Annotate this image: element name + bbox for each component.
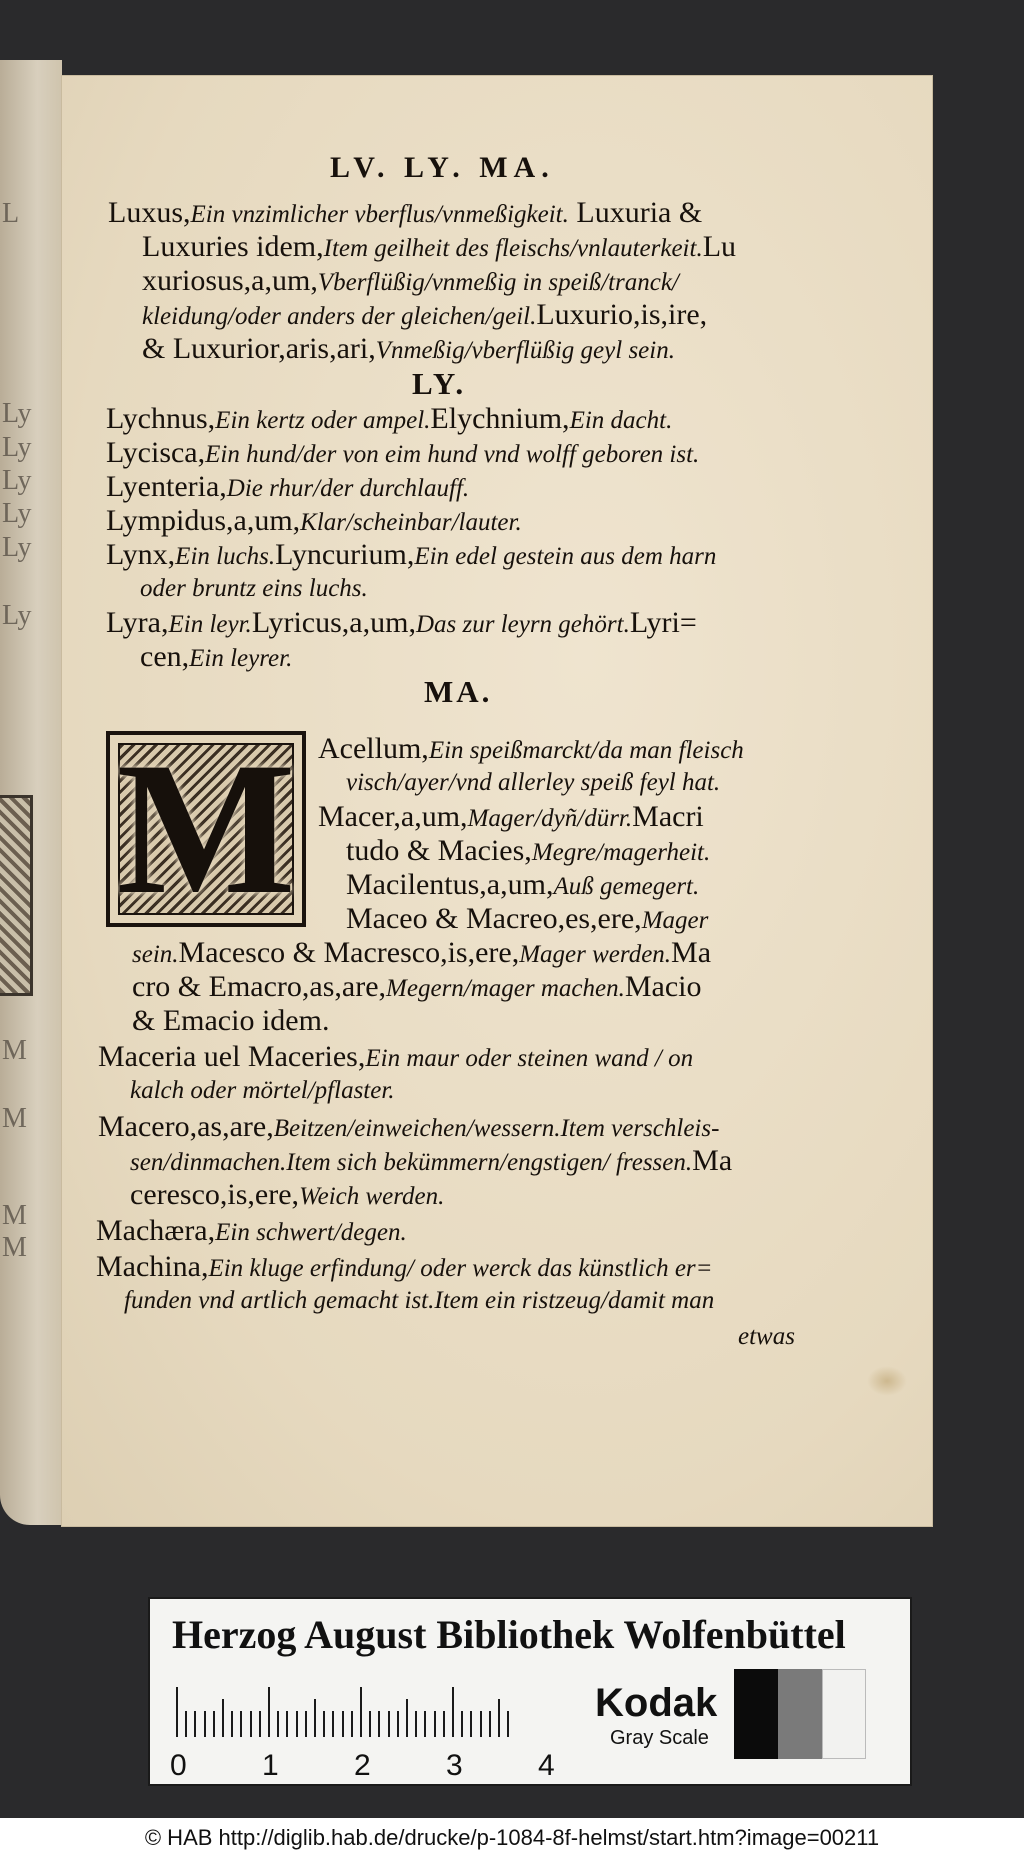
- scale-number: 2: [354, 1749, 371, 1782]
- kodak-logo: Kodak: [595, 1681, 718, 1725]
- entry-line: Lycisca,Ein hund/der von eim hund vnd wolff geboren ist.: [106, 436, 700, 469]
- scale-ruler: [176, 1687, 516, 1737]
- ruler-tick: [351, 1711, 353, 1737]
- margin-letter: M: [2, 1103, 27, 1134]
- entry-line: Lynx,Ein luchs.Lyncurium,Ein edel gestein aus dem harn: [106, 538, 717, 571]
- ruler-tick: [240, 1711, 242, 1737]
- ruler-tick: [507, 1711, 509, 1737]
- running-head: LV. LY. MA.: [330, 151, 555, 184]
- entry-line: Macer,a,um,Mager/dyñ/dürr.Macri: [318, 800, 704, 833]
- ruler-tick: [424, 1711, 426, 1737]
- ruler-tick: [268, 1687, 270, 1737]
- left-page-edge: [0, 60, 62, 1525]
- scale-number: 4: [538, 1749, 555, 1782]
- ruler-tick: [480, 1711, 482, 1737]
- ruler-tick: [443, 1711, 445, 1737]
- entry-line: Machæra,Ein schwert/degen.: [96, 1214, 407, 1247]
- entry-line: kalch oder mörtel/pflaster.: [130, 1077, 395, 1104]
- margin-letter: Ly: [2, 498, 32, 529]
- left-margin-letters: [0, 60, 62, 1525]
- paper-stain: [867, 1366, 907, 1396]
- ruler-tick: [194, 1711, 196, 1737]
- ruler-tick: [415, 1711, 417, 1737]
- ruler-tick: [259, 1711, 261, 1737]
- ruler-tick: [185, 1711, 187, 1737]
- library-name: Herzog August Bibliothek Wolfenbüttel: [172, 1612, 846, 1657]
- decorated-initial: [106, 724, 306, 934]
- entry-line: visch/ayer/vnd allerley speiß feyl hat.: [346, 769, 721, 796]
- ruler-tick: [489, 1711, 491, 1737]
- entry-line: Maceo & Macreo,es,ere,Mager: [346, 902, 709, 935]
- entry-line: xuriosus,a,um,Vberflüßig/vnmeßig in speiß/tranck/: [142, 264, 679, 297]
- ruler-tick: [332, 1711, 334, 1737]
- entry-line: Macilentus,a,um,Auß gemegert.: [346, 868, 700, 901]
- ruler-tick: [277, 1711, 279, 1737]
- section-heading-ly: LY.: [412, 366, 467, 401]
- margin-letter: M: [2, 1035, 27, 1066]
- catchword: etwas: [738, 1323, 795, 1350]
- entry-line: Lychnus,Ein kertz oder ampel.Elychnium,Ein dacht.: [106, 402, 673, 435]
- scale-number: 0: [170, 1749, 187, 1782]
- entry-line: sein.Macesco & Macresco,is,ere,Mager werden.Ma: [132, 936, 712, 969]
- ruler-tick: [286, 1711, 288, 1737]
- entry-line: funden vnd artlich gemacht ist.Item ein ristzeug/damit man: [124, 1287, 715, 1314]
- margin-letter: L: [2, 198, 20, 229]
- entry-line: & Luxurior,aris,ari,Vnmeßig/vberflüßig geyl sein.: [142, 332, 675, 365]
- entry-line: kleidung/oder anders der gleichen/geil.Luxurio,is,ire,: [142, 298, 708, 331]
- ruler-tick: [314, 1699, 316, 1737]
- section-heading-ma: MA.: [424, 674, 493, 709]
- color-calibration-plate: [148, 1597, 912, 1786]
- entry-line: Luxus,Ein vnzimlicher vberflus/vnmeßigkeit. Luxuria &: [108, 196, 703, 229]
- scale-number: 3: [446, 1749, 463, 1782]
- initial-letter: M: [116, 724, 296, 934]
- ruler-tick: [204, 1711, 206, 1737]
- entry-line: tudo & Macies,Megre/magerheit.: [346, 834, 711, 867]
- ruler-tick: [323, 1711, 325, 1737]
- ruler-tick: [498, 1699, 500, 1737]
- ruler-tick: [406, 1699, 408, 1737]
- entry-line: cro & Emacro,as,are,Megern/mager machen.Macio: [132, 970, 702, 1003]
- ruler-tick: [461, 1711, 463, 1737]
- ruler-tick: [296, 1711, 298, 1737]
- ruler-tick: [388, 1711, 390, 1737]
- entry-line: Maceria uel Maceries,Ein maur oder steinen wand / on: [98, 1040, 694, 1073]
- entry-line: Machina,Ein kluge erfindung/ oder werck das künstlich er=: [96, 1250, 713, 1283]
- ruler-tick: [213, 1711, 215, 1737]
- ruler-tick: [470, 1711, 472, 1737]
- swatch-gray: [778, 1669, 822, 1759]
- margin-letter: Ly: [2, 398, 32, 429]
- entry-line: & Emacio idem.: [132, 1004, 330, 1037]
- ruler-tick: [305, 1711, 307, 1737]
- ruler-tick: [378, 1711, 380, 1737]
- entry-line: oder bruntz eins luchs.: [140, 575, 368, 602]
- margin-letter: M: [2, 1200, 27, 1231]
- ruler-tick: [360, 1687, 362, 1737]
- ruler-tick: [342, 1711, 344, 1737]
- margin-letter: M: [2, 1232, 27, 1263]
- ruler-tick: [222, 1699, 224, 1737]
- ruler-tick: [369, 1711, 371, 1737]
- entry-line: Lyenteria,Die rhur/der durchlauff.: [106, 470, 470, 503]
- left-page-ornament: [0, 795, 33, 996]
- entry-line: sen/dinmachen.Item sich bekümmern/engstigen/ fressen.Ma: [130, 1144, 733, 1177]
- entry-line: cen,Ein leyrer.: [140, 640, 293, 673]
- entry-line: Acellum,Ein speißmarckt/da man fleisch: [318, 732, 744, 765]
- gray-scale-label: Gray Scale: [610, 1727, 709, 1749]
- ruler-tick: [250, 1711, 252, 1737]
- ruler-tick: [176, 1687, 178, 1737]
- ruler-tick: [231, 1711, 233, 1737]
- margin-letter: Ly: [2, 532, 32, 563]
- scale-number: 1: [262, 1749, 279, 1782]
- footer-credit: © HAB http://diglib.hab.de/drucke/p-1084-8f-helmst/start.htm?image=00211: [0, 1818, 1024, 1857]
- margin-letter: Ly: [2, 432, 32, 463]
- ruler-tick: [452, 1687, 454, 1737]
- ruler-tick: [397, 1711, 399, 1737]
- entry-line: Luxuries idem,Item geilheit des fleischs/vnlauterkeit.Lu: [142, 230, 737, 263]
- swatch-white: [822, 1669, 866, 1759]
- entry-line: Macero,as,are,Beitzen/einweichen/wessern.Item verschleis-: [98, 1110, 720, 1143]
- margin-letter: Ly: [2, 465, 32, 496]
- book-page: [62, 76, 932, 1526]
- margin-letter: Ly: [2, 600, 32, 631]
- entry-line: Lympidus,a,um,Klar/scheinbar/lauter.: [106, 504, 522, 537]
- entry-line: ceresco,is,ere,Weich werden.: [130, 1178, 445, 1211]
- swatch-black: [734, 1669, 778, 1759]
- entry-line: Lyra,Ein leyr.Lyricus,a,um,Das zur leyrn gehört.Lyri=: [106, 606, 697, 639]
- ruler-tick: [434, 1711, 436, 1737]
